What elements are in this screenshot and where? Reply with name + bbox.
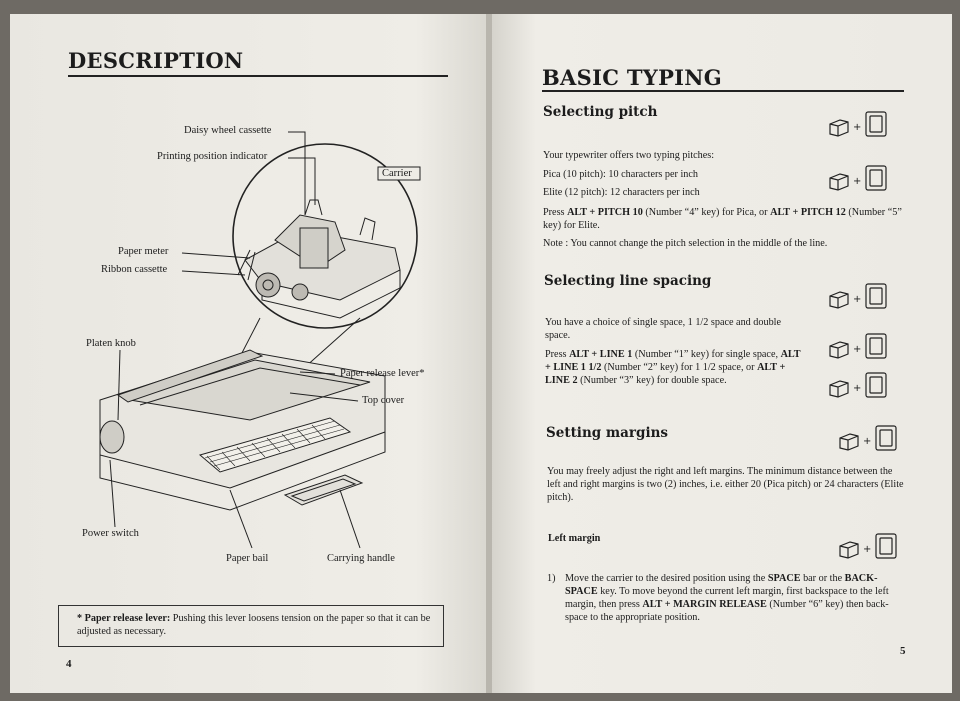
section-title-line-spacing: Selecting line spacing [544,273,712,289]
step-number: 1) [547,573,556,584]
svg-text:+: + [853,176,862,187]
footnote-term: * Paper release lever: [77,613,171,624]
pitch-instructions: Press ALT + PITCH 10 (Number “4” key) for Pica, or ALT + PITCH 12 (Number “5” key) for Elite. [543,207,902,231]
alt-key-combo-icon [826,106,892,140]
page-heading-description: DESCRIPTION [68,48,244,73]
svg-text:+: + [863,544,872,555]
footnote-box [58,605,444,647]
label-ribbon-cassette: Ribbon cassette [101,264,168,275]
pitch-pica: Pica (10 pitch): 10 characters per inch [543,169,699,180]
alt-key-combo-icon [826,328,892,362]
label-printing-position-indicator: Printing position indicator [157,151,268,162]
label-paper-bail: Paper bail [226,553,269,564]
pitch-intro: Your typewriter offers two typing pitches: [543,150,715,161]
spacing-instructions: Press ALT + LINE 1 (Number “1” key) for single space, ALT + LINE 1 1/2 (Number “2” key) for 1 1/2 space, or ALT + LINE 2 (Number “3” key) for double space. [545,349,801,386]
pitch-elite: Elite (12 pitch): 12 characters per inch [543,187,700,198]
footnote-text: Pushing this lever loosens tension on the paper so that it can be adjusted as necessary. [77,613,431,637]
svg-text:+: + [863,436,872,447]
margins-intro: You may freely adjust the right and left margins. The minimum distance between the left and right margins is two (2) inches, i.e. either 20 (Pica pitch) or 24 characters (Elite pitch). [547,466,904,503]
pitch-note: Note : You cannot change the pitch selection in the middle of the line. [543,238,828,249]
label-top-cover: Top cover [362,395,405,406]
label-daisy-wheel-cassette: Daisy wheel cassette [184,125,272,136]
svg-text:+: + [853,383,862,394]
label-power-switch: Power switch [82,528,139,539]
label-paper-release-lever: Paper release lever* [340,368,425,379]
section-title-pitch: Selecting pitch [543,104,658,120]
label-carrier: Carrier [382,168,412,179]
alt-key-combo-icon [826,367,892,401]
page-heading-basic-typing: BASIC TYPING [542,65,723,90]
alt-key-combo-icon [836,528,902,562]
svg-text:+: + [853,122,862,133]
svg-text:+: + [853,294,862,305]
heading-rule-right [542,90,904,92]
alt-key-combo-icon [826,278,892,312]
page-number-right: 5 [900,645,906,657]
alt-key-combo-icon [826,160,892,194]
label-paper-meter: Paper meter [118,246,169,257]
label-platen-knob: Platen knob [86,338,136,349]
svg-text:+: + [853,344,862,355]
spacing-intro: You have a choice of single space, 1 1/2 space and double space. [545,317,782,341]
alt-key-combo-icon [836,420,902,454]
step-text: Move the carrier to the desired position using the SPACE bar or the BACK-SPACE key. To move beyond the current left margin, first backspace to the left margin, then press ALT + MARGIN RELEASE (Number “6” key) then back-space to the appropriate position. [565,573,889,623]
section-title-margins: Setting margins [546,425,669,441]
subtitle-left-margin: Left margin [548,533,601,544]
page-number-left: 4 [66,658,72,670]
label-carrying-handle: Carrying handle [327,553,395,564]
